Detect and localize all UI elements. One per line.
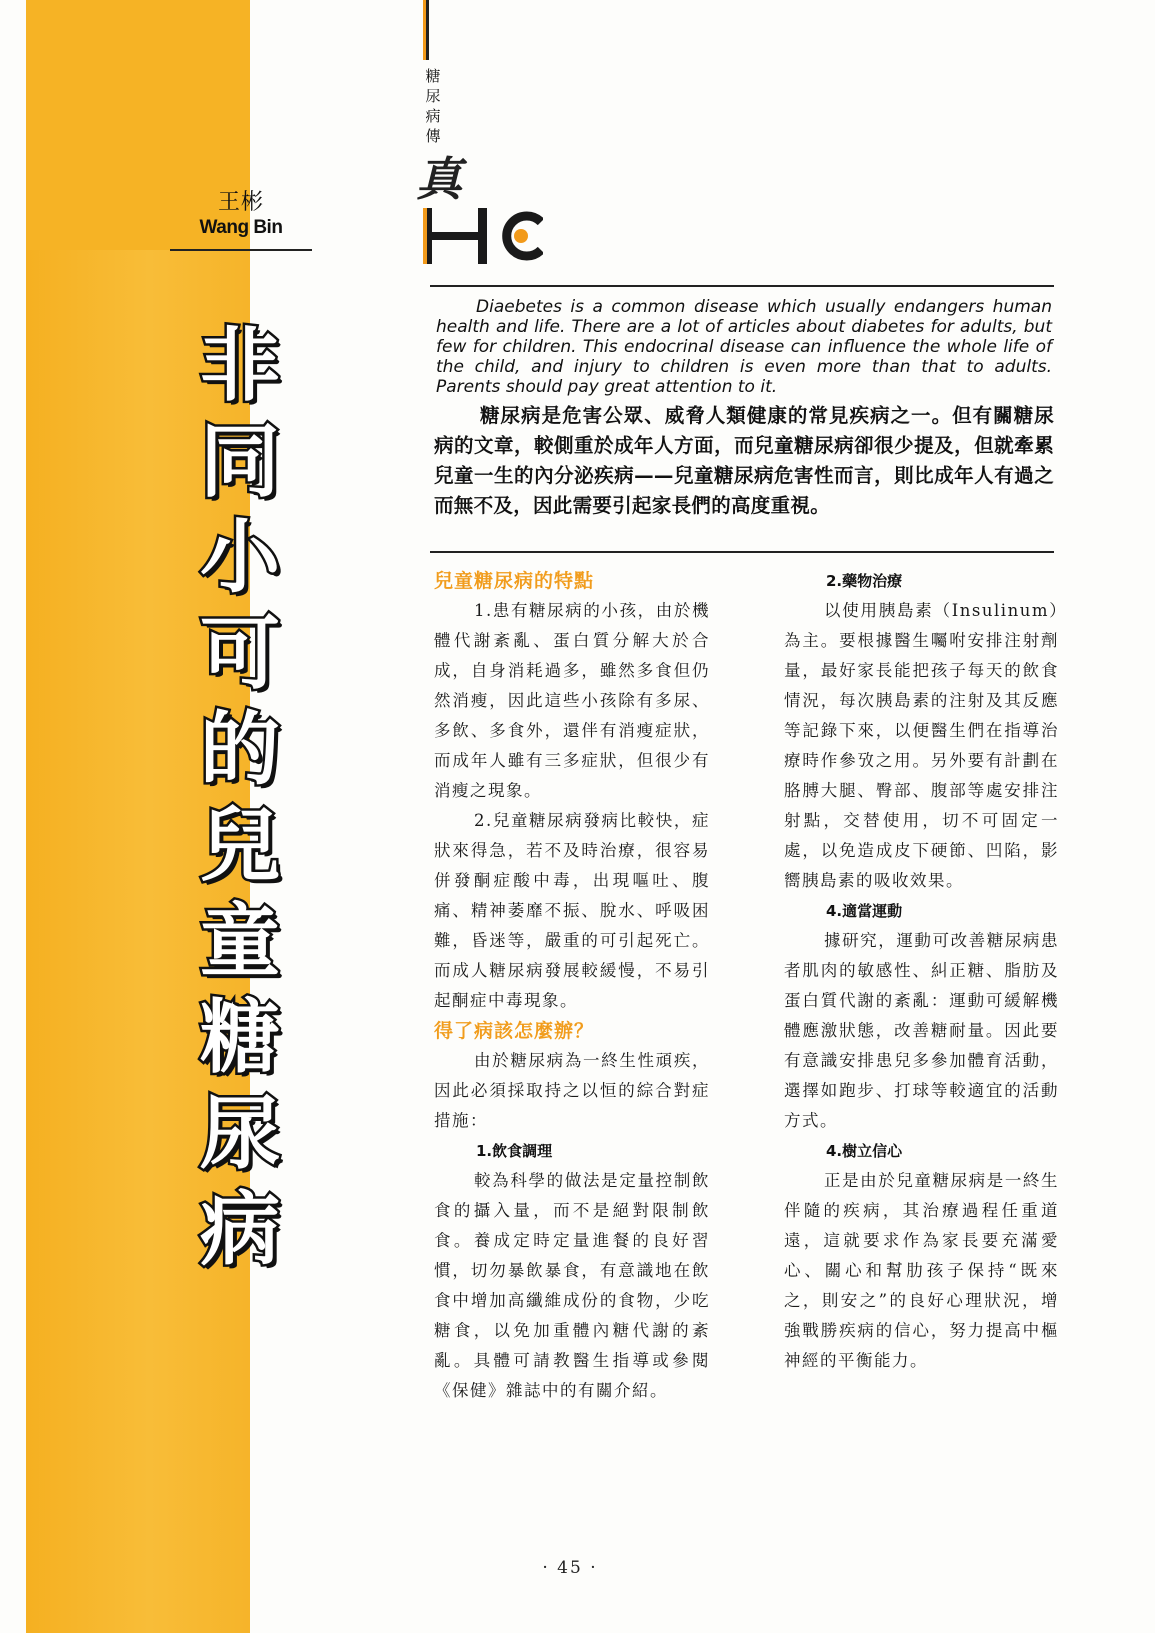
section-heading-features: 兒童糖尿病的特點 <box>434 570 595 592</box>
column-label-char: 尿 <box>425 87 441 105</box>
abstract-bottom-rule <box>430 551 1054 553</box>
subheading-exercise: 4.適當運動 <box>826 902 903 920</box>
column-label-char: 病 <box>425 107 441 125</box>
author-name-en: Wang Bin <box>199 217 283 238</box>
page-number: · 45 · <box>542 1558 598 1578</box>
subheading-diet: 1.飲食調理 <box>476 1142 553 1160</box>
column-label <box>421 66 445 146</box>
hc-logo-icon <box>423 208 543 264</box>
column-glyph: 真 <box>416 152 462 206</box>
paragraph: 2.兒童糖尿病發病比較快，症狀來得急，若不及時治療，很容易併發酮症酸中毒，出現嘔吐、腹痛、精神萎靡不振、脫水、呼吸困難，昏迷等，嚴重的可引起死亡。而成人糖尿病發展較緩慢，不易引起酮症中毒現象。 <box>434 811 710 1010</box>
body-column-right <box>784 566 1059 1376</box>
abstract-english: Diaebetes is a common disease which usually endangers human health and life. There are a lot of articles about diabetes for adults, but few for children. This endocrinal disease can influence the whole life of the child, and injury to children is even more than that to adults. Parents should pay great attention to it. <box>436 297 1052 397</box>
abstract-chinese: 糖尿病是危害公眾、威脅人類健康的常見疾病之一。但有關糖尿病的文章，較側重於成年人方面，而兒童糖尿病卻很少提及，但就牽累兒童一生的內分泌疾病——兒童糖尿病危害性而言，則比成年人有過之而無不及，因此需要引起家長們的高度重視。 <box>434 404 1054 517</box>
column-label-char: 傳 <box>425 127 441 145</box>
column-marker-bar-accent <box>423 0 426 60</box>
article-title: 非同小可的兒童糖尿病 <box>200 319 280 1276</box>
subheading-medication: 2.藥物治療 <box>826 572 903 590</box>
paragraph: 1.患有糖尿病的小孩，由於機體代謝紊亂、蛋白質分解大於合成，自身消耗過多，雖然多食但仍然消瘦，因此這些小孩除有多尿、多飲、多食外，還伴有消瘦症狀，而成年人雖有三多症狀，但很少有消瘦之現象。 <box>434 601 710 800</box>
body-column-left <box>434 566 710 1406</box>
column-label-char: 糖 <box>425 67 441 85</box>
paragraph: 較為科學的做法是定量控制飲食的攝入量，而不是絕對限制飲食。養成定時定量進餐的良好習慣，切勿暴飲暴食，有意識地在飲食中增加高纖維成份的食物，少吃糖食，以免加重體內糖代謝的紊亂。具體可請教醫生指導或參閱《保健》雜誌中的有關介紹。 <box>434 1171 710 1400</box>
author-byline <box>170 190 312 240</box>
paragraph: 據研究，運動可改善糖尿病患者肌肉的敏感性、糾正糖、脂肪及蛋白質代謝的紊亂：運動可緩解機體應激狀態，改善糖耐量。因此要有意識安排患兒多參加體育活動，選擇如跑步、打球等較適宜的活動方式。 <box>784 931 1059 1130</box>
author-underline <box>170 249 312 251</box>
paragraph: 正是由於兒童糖尿病是一終生伴隨的疾病，其治療過程任重道遠，這就要求作為家長要充滿愛心、關心和幫肋孩子保持“既來之，則安之”的良好心理狀況，增強戰勝疾病的信心，努力提高中樞神經的平衡能力。 <box>784 1171 1059 1370</box>
paragraph: 以使用胰島素（Insulinum）為主。要根據醫生囑咐安排注射劑量，最好家長能把孩子每天的飲食情況，每次胰島素的注射及其反應等記錄下來，以便醫生們在指導治療時作參攷之用。另外要有計劃在胳膊大腿、臀部、腹部等處安排注射點，交替使用，切不可固定一處，以免造成皮下硬節、凹陷，影嚮胰島素的吸收效果。 <box>784 601 1059 890</box>
subheading-confidence: 4.樹立信心 <box>826 1142 903 1160</box>
paragraph: 由於糖尿病為一終生性頑疾，因此必須採取持之以恒的綜合對症措施： <box>434 1051 710 1130</box>
abstract-top-rule <box>430 285 1054 287</box>
section-heading-treatment: 得了病該怎麼辦？ <box>434 1020 595 1042</box>
author-name-cn: 王彬 <box>217 190 264 215</box>
